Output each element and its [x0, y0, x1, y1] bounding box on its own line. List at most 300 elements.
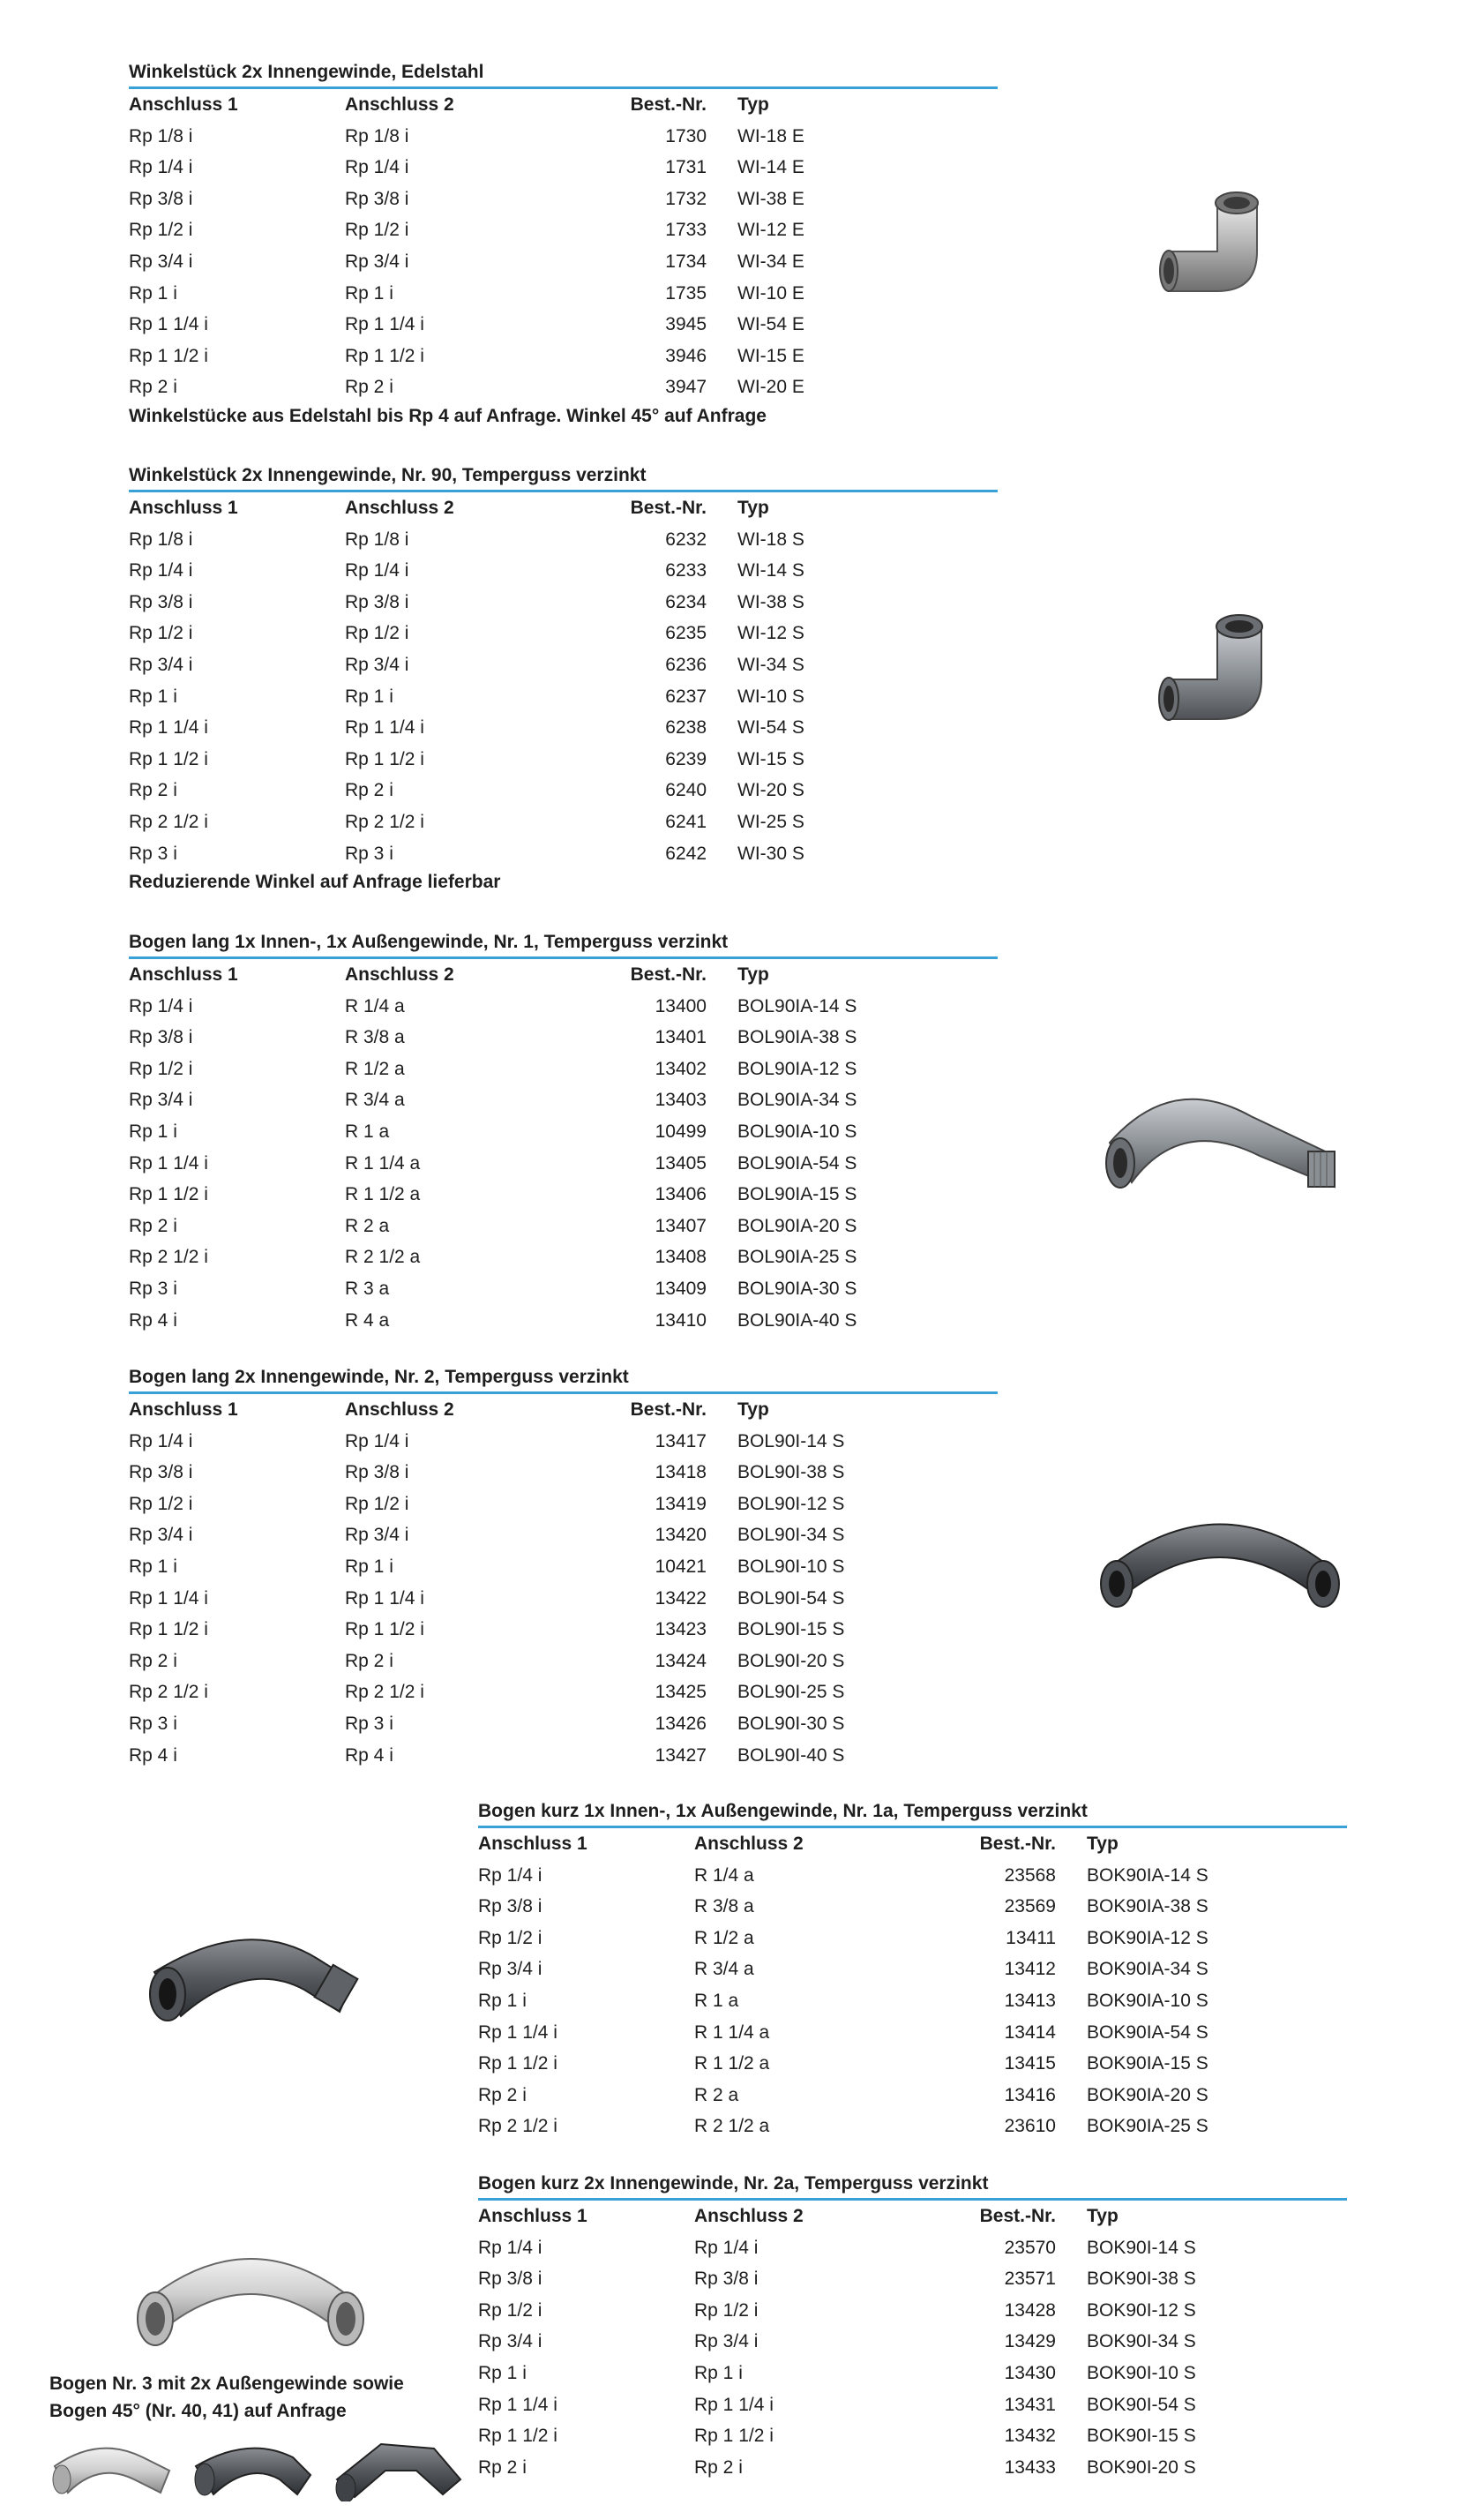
table-row — [129, 524, 998, 556]
table-cell: Rp 1/4 i — [129, 560, 193, 581]
column-header: Anschluss 1 — [129, 94, 238, 115]
table-cell: Rp 2 i — [345, 1650, 393, 1671]
table-row — [129, 1305, 998, 1337]
column-header: Best.-Nr. — [630, 964, 707, 985]
table-cell: R 1 1/2 a — [694, 2053, 770, 2074]
table-cell: Rp 1 1/4 i — [345, 1587, 424, 1609]
table-row — [478, 2263, 1347, 2295]
table-cell: 13428 — [1004, 2299, 1056, 2321]
table-cell: 6236 — [665, 654, 707, 675]
table-cell: BOK90IA-20 S — [1087, 2084, 1208, 2105]
table-row — [478, 1891, 1347, 1923]
table-cell: WI-38 S — [737, 591, 804, 612]
table-row — [129, 991, 998, 1023]
table-cell: BOK90I-34 S — [1087, 2331, 1196, 2352]
table-row — [129, 1179, 998, 1211]
table-cell: Rp 3/4 i — [478, 2331, 542, 2352]
bend-short-male-female-image — [141, 1915, 366, 2047]
table-cell: WI-20 E — [737, 377, 804, 398]
table-cell: Rp 1/2 i — [129, 220, 193, 241]
table-cell: Rp 2 1/2 i — [345, 811, 424, 832]
table-cell: BOL90IA-54 S — [737, 1152, 857, 1174]
table-cell: Rp 1 i — [478, 1990, 527, 2011]
table-cell: BOK90IA-15 S — [1087, 2053, 1208, 2074]
table-cell: Rp 2 i — [129, 780, 177, 801]
table-cell: BOK90IA-14 S — [1087, 1864, 1208, 1886]
table-cell: R 1/4 a — [345, 995, 405, 1016]
table-cell: 13423 — [655, 1619, 707, 1640]
column-header: Anschluss 1 — [129, 498, 238, 518]
table-row — [129, 1148, 998, 1180]
table-cell: Rp 1 1/4 i — [129, 1152, 208, 1174]
section-title: Bogen kurz 1x Innen-, 1x Außengewinde, Nr. 1a, Temperguss verzinkt — [478, 1801, 1088, 1821]
table-header — [129, 492, 998, 524]
section-title: Winkelstück 2x Innengewinde, Nr. 90, Temperguss verzinkt — [129, 465, 647, 485]
table-row — [129, 184, 998, 215]
table-cell: Rp 3 i — [129, 1278, 177, 1299]
table-cell: 1732 — [665, 188, 707, 209]
table-cell: Rp 3/4 i — [345, 1525, 409, 1546]
table-cell: Rp 3/4 i — [478, 1959, 542, 1980]
table-row — [129, 1646, 998, 1677]
section-title: Bogen kurz 2x Innengewinde, Nr. 2a, Temperguss verzinkt — [478, 2173, 989, 2194]
table-row — [129, 1614, 998, 1646]
table-cell: BOL90I-10 S — [737, 1556, 845, 1577]
table-cell: Rp 1/2 i — [478, 2299, 542, 2321]
table-cell: Rp 1 1/2 i — [345, 1619, 424, 1640]
table-row — [129, 1583, 998, 1615]
column-header: Best.-Nr. — [630, 1399, 707, 1420]
table-cell: BOL90IA-30 S — [737, 1278, 857, 1299]
column-header: Typ — [737, 94, 769, 115]
table-cell: 13415 — [1004, 2053, 1056, 2074]
table-cell: Rp 1 1/2 i — [345, 748, 424, 769]
table-cell: WI-15 S — [737, 748, 804, 769]
table-cell: 13402 — [655, 1058, 707, 1079]
table-cell: 1735 — [665, 282, 707, 304]
table-cell: R 3 a — [345, 1278, 390, 1299]
table-cell: Rp 1/8 i — [345, 125, 409, 146]
table-cell: Rp 3/8 i — [129, 188, 193, 209]
table-cell: Rp 2 1/2 i — [129, 811, 208, 832]
table-cell: Rp 1 i — [345, 1556, 393, 1577]
table-cell: 13419 — [655, 1493, 707, 1514]
table-cell: 23571 — [1004, 2269, 1056, 2290]
table-row — [129, 712, 998, 744]
table-cell: Rp 1/8 i — [129, 529, 193, 550]
section-title: Bogen lang 2x Innengewinde, Nr. 2, Temperguss verzinkt — [129, 1367, 629, 1387]
table-cell: WI-30 S — [737, 843, 804, 864]
table-row — [478, 2111, 1347, 2142]
table-row — [129, 152, 998, 184]
table-cell: Rp 2 i — [345, 377, 393, 398]
table-row — [478, 2358, 1347, 2389]
table-cell: Rp 1 i — [129, 686, 177, 707]
table-cell: Rp 3/8 i — [345, 591, 409, 612]
table-row — [478, 1985, 1347, 2017]
table-cell: Rp 1/8 i — [345, 529, 409, 550]
table-row — [129, 246, 998, 278]
table-cell: Rp 2 i — [129, 377, 177, 398]
table-cell: Rp 3/4 i — [345, 251, 409, 272]
table-row — [478, 2420, 1347, 2452]
table-cell: Rp 2 i — [478, 2084, 527, 2105]
table-cell: Rp 1 1/2 i — [478, 2053, 557, 2074]
table-cell: R 1 a — [694, 1990, 739, 2011]
table-row — [129, 1457, 998, 1489]
table-header — [478, 1828, 1347, 1860]
table-cell: R 2 a — [694, 2084, 739, 2105]
table-cell: WI-14 S — [737, 560, 804, 581]
table-cell: Rp 1 i — [129, 1121, 177, 1142]
table-cell: Rp 1 1/4 i — [129, 314, 208, 335]
table-cell: Rp 3/4 i — [129, 1090, 193, 1111]
table-cell: 13430 — [1004, 2362, 1056, 2383]
table-row — [129, 587, 998, 619]
table-cell: Rp 1 1/4 i — [478, 2021, 557, 2043]
table-cell: Rp 1 i — [129, 1556, 177, 1577]
column-header: Anschluss 1 — [478, 1834, 587, 1854]
table-cell: BOL90I-20 S — [737, 1650, 845, 1671]
table-cell: 13422 — [655, 1587, 707, 1609]
table-cell: Rp 2 i — [129, 1215, 177, 1236]
table-cell: Rp 1 i — [345, 686, 393, 707]
table-cell: 10421 — [655, 1556, 707, 1577]
table-row — [478, 2295, 1347, 2327]
table-row — [478, 1923, 1347, 1954]
table-header — [129, 89, 998, 121]
table-cell: BOL90IA-40 S — [737, 1309, 857, 1331]
table-row — [129, 1273, 998, 1305]
column-header: Anschluss 1 — [478, 2206, 587, 2226]
table-cell: Rp 1 1/2 i — [694, 2426, 774, 2447]
table-cell: BOL90IA-25 S — [737, 1247, 857, 1268]
table-cell: 1734 — [665, 251, 707, 272]
table-row — [129, 1708, 998, 1740]
column-header: Anschluss 2 — [345, 964, 454, 985]
column-header: Anschluss 1 — [129, 964, 238, 985]
table-cell: Rp 1/4 i — [478, 2237, 542, 2258]
table-row — [129, 555, 998, 587]
table-cell: 3947 — [665, 377, 707, 398]
table-row — [129, 214, 998, 246]
column-header: Best.-Nr. — [630, 94, 707, 115]
table-cell: BOL90I-38 S — [737, 1462, 845, 1483]
table-cell: 6237 — [665, 686, 707, 707]
table-cell: Rp 3/8 i — [345, 188, 409, 209]
column-header: Typ — [737, 964, 769, 985]
bend-45-dark-thumbnail-icon — [336, 2444, 460, 2501]
table-row — [478, 2017, 1347, 2049]
table-cell: R 1/2 a — [345, 1058, 405, 1079]
table-cell: Rp 3/8 i — [129, 1027, 193, 1048]
table-row — [129, 1054, 998, 1085]
table-cell: WI-18 S — [737, 529, 804, 550]
section-note: Reduzierende Winkel auf Anfrage lieferbar — [129, 872, 501, 893]
table-cell: Rp 1/4 i — [129, 1430, 193, 1451]
table-cell: WI-54 E — [737, 314, 804, 335]
table-cell: Rp 2 i — [129, 1650, 177, 1671]
table-cell: BOL90I-54 S — [737, 1587, 845, 1609]
table-cell: BOL90IA-14 S — [737, 995, 857, 1016]
table-cell: WI-12 S — [737, 623, 804, 644]
table-cell: Rp 3 i — [345, 843, 393, 864]
column-header: Anschluss 2 — [345, 1399, 454, 1420]
table-cell: BOK90I-14 S — [1087, 2237, 1196, 2258]
table-cell: 13410 — [655, 1309, 707, 1331]
table-row — [129, 341, 998, 372]
table-cell: Rp 3/4 i — [129, 654, 193, 675]
table-cell: Rp 3/8 i — [129, 1462, 193, 1483]
table-cell: Rp 4 i — [345, 1744, 393, 1766]
table-row — [129, 371, 998, 403]
table-cell: Rp 2 i — [478, 2456, 527, 2478]
table-header — [129, 959, 998, 991]
table-cell: 13431 — [1004, 2394, 1056, 2415]
table-row — [129, 744, 998, 776]
table-cell: 6239 — [665, 748, 707, 769]
table-cell: 13407 — [655, 1215, 707, 1236]
table-cell: 23569 — [1004, 1896, 1056, 1917]
table-cell: Rp 1 1/2 i — [129, 748, 208, 769]
table-cell: Rp 1 i — [478, 2362, 527, 2383]
table-row — [129, 649, 998, 681]
table-row — [129, 681, 998, 713]
table-cell: 13417 — [655, 1430, 707, 1451]
table-cell: Rp 1/4 i — [345, 1430, 409, 1451]
table-cell: 1733 — [665, 220, 707, 241]
section-title: Bogen lang 1x Innen-, 1x Außengewinde, Nr. 1, Temperguss verzinkt — [129, 932, 729, 952]
table-cell: Rp 3 i — [129, 1713, 177, 1734]
column-header: Anschluss 2 — [694, 1834, 804, 1854]
table-cell: Rp 1 1/2 i — [478, 2426, 557, 2447]
column-header: Best.-Nr. — [630, 498, 707, 518]
elbow-galvanized-image — [1151, 604, 1283, 737]
table-cell: 13405 — [655, 1152, 707, 1174]
table-cell: WI-54 S — [737, 717, 804, 739]
table-cell: 13414 — [1004, 2021, 1056, 2043]
table-cell: 23610 — [1004, 2116, 1056, 2137]
table-cell: Rp 1/4 i — [129, 157, 193, 178]
column-header: Typ — [1087, 2206, 1119, 2226]
table-cell: Rp 2 i — [694, 2456, 743, 2478]
table-cell: 10499 — [655, 1121, 707, 1142]
table-cell: 13413 — [1004, 1990, 1056, 2011]
table-cell: WI-12 E — [737, 220, 804, 241]
table-cell: 13433 — [1004, 2456, 1056, 2478]
table-row — [478, 2326, 1347, 2358]
table-cell: Rp 1 1/2 i — [129, 1619, 208, 1640]
table-cell: Rp 3 i — [129, 843, 177, 864]
table-cell: 13400 — [655, 995, 707, 1016]
table-cell: WI-25 S — [737, 811, 804, 832]
table-cell: R 3/4 a — [694, 1959, 754, 1980]
table-row — [129, 1022, 998, 1054]
section-bogen-lang-innen-aussen — [129, 930, 998, 1336]
table-row — [129, 1551, 998, 1583]
table-row — [129, 278, 998, 310]
table-cell: Rp 1 1/2 i — [129, 345, 208, 366]
table-row — [129, 838, 998, 870]
table-cell: BOK90I-54 S — [1087, 2394, 1196, 2415]
table-cell: 6233 — [665, 560, 707, 581]
table-cell: R 1/4 a — [694, 1864, 754, 1886]
table-cell: Rp 1/2 i — [694, 2299, 759, 2321]
table-cell: WI-18 E — [737, 125, 804, 146]
table-cell: Rp 1/2 i — [129, 1058, 193, 1079]
section-winkelstueck-temperguss — [129, 463, 998, 896]
table-cell: 13401 — [655, 1027, 707, 1048]
table-cell: R 3/4 a — [345, 1090, 405, 1111]
table-cell: Rp 1/2 i — [129, 1493, 193, 1514]
table-cell: 23568 — [1004, 1864, 1056, 1886]
table-cell: Rp 1 i — [694, 2362, 743, 2383]
table-cell: BOK90I-10 S — [1087, 2362, 1196, 2383]
section-bogen-kurz-innen — [478, 2171, 1347, 2483]
table-cell: BOL90I-15 S — [737, 1619, 845, 1640]
table-cell: Rp 1 1/4 i — [129, 717, 208, 739]
table-cell: 13403 — [655, 1090, 707, 1111]
table-cell: WI-14 E — [737, 157, 804, 178]
table-cell: 13427 — [655, 1744, 707, 1766]
section-bogen-kurz-innen-aussen — [478, 1799, 1347, 2142]
table-row — [478, 2232, 1347, 2264]
table-cell: BOK90I-38 S — [1087, 2269, 1196, 2290]
table-cell: 13406 — [655, 1184, 707, 1205]
column-header: Best.-Nr. — [979, 1834, 1056, 1854]
side-note-line2: Bogen 45° (Nr. 40, 41) auf Anfrage — [49, 2401, 347, 2421]
table-cell: 6240 — [665, 780, 707, 801]
table-header — [478, 2201, 1347, 2232]
table-cell: R 2 1/2 a — [345, 1247, 421, 1268]
bend-45-galvanized-thumbnail-icon — [195, 2449, 311, 2495]
table-cell: Rp 3/4 i — [694, 2331, 759, 2352]
table-cell: Rp 3/8 i — [478, 2269, 542, 2290]
table-cell: Rp 1 1/4 i — [129, 1587, 208, 1609]
table-cell: R 2 a — [345, 1215, 390, 1236]
table-cell: BOK90IA-38 S — [1087, 1896, 1208, 1917]
table-cell: Rp 1 1/4 i — [694, 2394, 774, 2415]
table-row — [129, 1519, 998, 1551]
table-cell: 6242 — [665, 843, 707, 864]
column-header: Anschluss 2 — [694, 2206, 804, 2226]
section-bogen-lang-innen — [129, 1365, 998, 1771]
table-cell: 13432 — [1004, 2426, 1056, 2447]
table-cell: BOK90IA-25 S — [1087, 2116, 1208, 2137]
table-cell: R 3/8 a — [694, 1896, 754, 1917]
table-cell: Rp 1 1/2 i — [129, 1184, 208, 1205]
table-cell: BOL90I-40 S — [737, 1744, 845, 1766]
table-cell: 3945 — [665, 314, 707, 335]
table-row — [129, 1241, 998, 1273]
table-cell: R 1 1/2 a — [345, 1184, 421, 1205]
table-cell: WI-15 E — [737, 345, 804, 366]
table-cell: Rp 1/2 i — [345, 220, 409, 241]
table-row — [129, 775, 998, 806]
table-cell: BOK90I-12 S — [1087, 2299, 1196, 2321]
table-row — [478, 2080, 1347, 2111]
column-header: Typ — [737, 498, 769, 518]
column-header: Best.-Nr. — [979, 2206, 1056, 2226]
table-cell: BOK90IA-12 S — [1087, 1927, 1208, 1948]
bend-variant-thumbnails — [46, 2431, 469, 2501]
table-row — [129, 618, 998, 649]
table-cell: Rp 2 1/2 i — [478, 2116, 557, 2137]
table-cell: 13408 — [655, 1247, 707, 1268]
table-cell: Rp 1 i — [345, 282, 393, 304]
table-row — [478, 2452, 1347, 2484]
table-cell: 13420 — [655, 1525, 707, 1546]
table-cell: BOL90I-30 S — [737, 1713, 845, 1734]
table-cell: BOK90I-15 S — [1087, 2426, 1196, 2447]
table-cell: Rp 1/2 i — [129, 623, 193, 644]
table-cell: 6232 — [665, 529, 707, 550]
column-header: Anschluss 1 — [129, 1399, 238, 1420]
table-row — [129, 1740, 998, 1772]
table-cell: BOK90IA-10 S — [1087, 1990, 1208, 2011]
table-cell: Rp 1/4 i — [694, 2237, 759, 2258]
table-cell: 1730 — [665, 125, 707, 146]
table-cell: WI-38 E — [737, 188, 804, 209]
table-cell: R 4 a — [345, 1309, 390, 1331]
table-cell: Rp 4 i — [129, 1744, 177, 1766]
bend-long-female-image — [1092, 1504, 1348, 1637]
table-cell: BOL90I-34 S — [737, 1525, 845, 1546]
table-cell: BOL90IA-20 S — [737, 1215, 857, 1236]
table-cell: Rp 2 1/2 i — [129, 1247, 208, 1268]
section-winkelstueck-edelstahl — [129, 60, 998, 430]
table-cell: Rp 1 1/2 i — [345, 345, 424, 366]
table-cell: 13429 — [1004, 2331, 1056, 2352]
table-row — [129, 806, 998, 838]
table-cell: 13424 — [655, 1650, 707, 1671]
elbow-stainless-image — [1151, 176, 1283, 309]
table-cell: 13411 — [1006, 1927, 1056, 1948]
table-cell: BOK90IA-34 S — [1087, 1959, 1208, 1980]
table-cell: Rp 1/2 i — [345, 623, 409, 644]
column-header: Typ — [737, 1399, 769, 1420]
section-title: Winkelstück 2x Innengewinde, Edelstahl — [129, 62, 484, 82]
table-cell: BOK90IA-54 S — [1087, 2021, 1208, 2043]
table-cell: 6238 — [665, 717, 707, 739]
table-cell: Rp 1/2 i — [478, 1927, 542, 1948]
table-cell: R 2 1/2 a — [694, 2116, 770, 2137]
table-cell: Rp 2 1/2 i — [345, 1682, 424, 1703]
table-cell: Rp 1 1/4 i — [345, 314, 424, 335]
table-header — [129, 1394, 998, 1426]
table-cell: BOL90I-14 S — [737, 1430, 845, 1451]
table-row — [129, 1084, 998, 1116]
table-cell: Rp 1 i — [129, 282, 177, 304]
table-cell: WI-20 S — [737, 780, 804, 801]
table-cell: Rp 3/8 i — [129, 591, 193, 612]
table-cell: BOL90IA-34 S — [737, 1090, 857, 1111]
table-cell: 6235 — [665, 623, 707, 644]
table-cell: Rp 4 i — [129, 1309, 177, 1331]
table-cell: Rp 1 1/4 i — [345, 717, 424, 739]
table-cell: R 3/8 a — [345, 1027, 405, 1048]
table-cell: Rp 3/4 i — [345, 654, 409, 675]
table-cell: R 1/2 a — [694, 1927, 754, 1948]
column-header: Typ — [1087, 1834, 1119, 1854]
table-row — [129, 1116, 998, 1148]
table-cell: Rp 3 i — [345, 1713, 393, 1734]
table-cell: Rp 1/4 i — [478, 1864, 542, 1886]
table-cell: R 1 1/4 a — [345, 1152, 421, 1174]
table-cell: R 1 1/4 a — [694, 2021, 770, 2043]
table-cell: WI-10 E — [737, 282, 804, 304]
side-note — [49, 2370, 404, 2425]
